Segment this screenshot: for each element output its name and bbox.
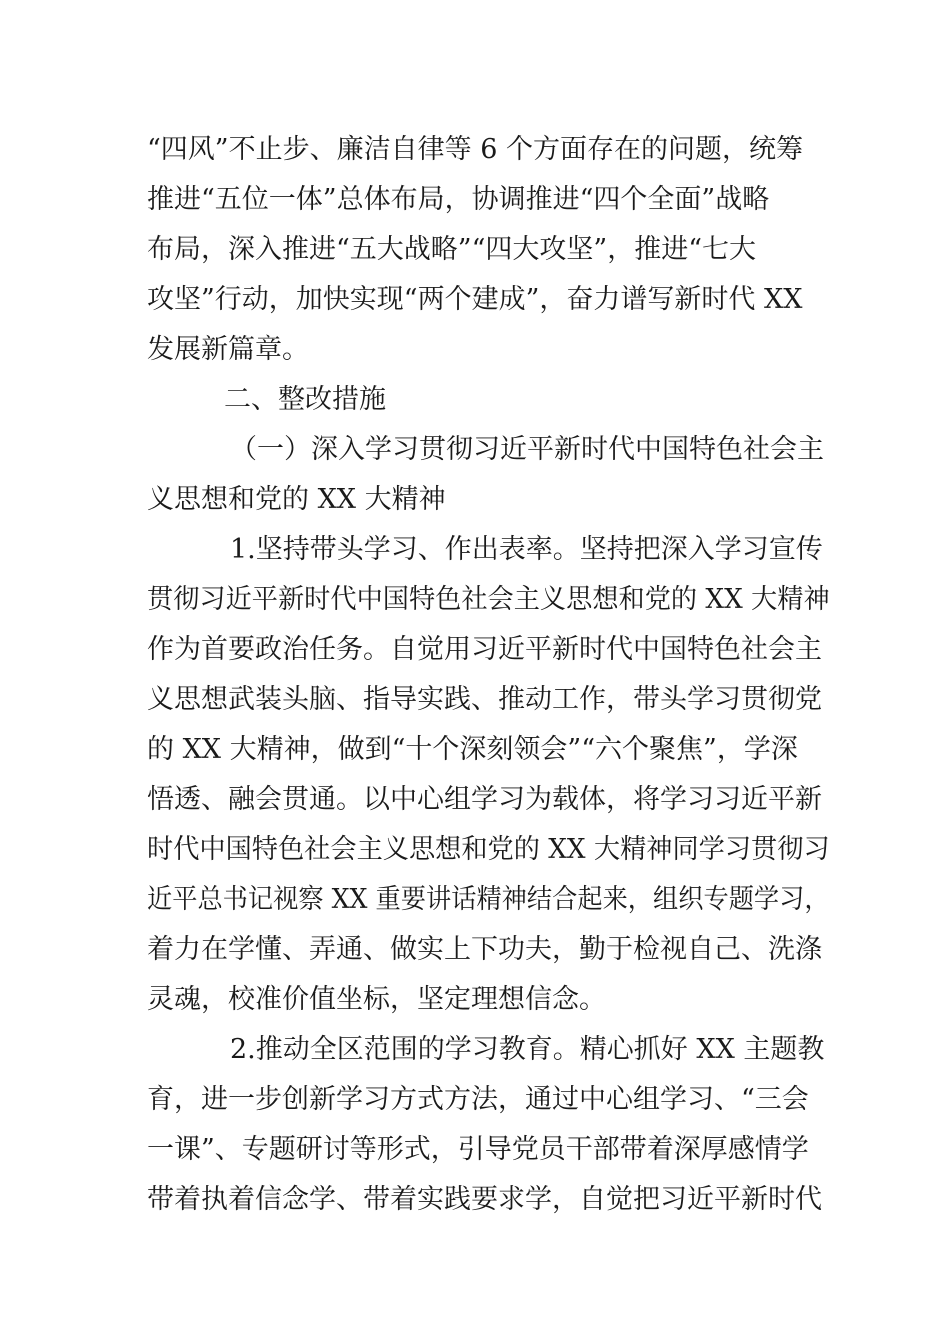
paragraph-line: “四风”不止步、廉洁自律等 6 个方面存在的问题，统筹 — [147, 134, 803, 165]
paragraph-line: 推进“五位一体”总体布局，协调推进“四个全面”战略 — [147, 184, 770, 215]
paragraph-line: 育，进一步创新学习方式方法，通过中心组学习、“三会 — [147, 1084, 809, 1115]
paragraph-line: 灵魂，校准价值坐标，坚定理想信念。 — [147, 984, 606, 1015]
subsection-heading-continued: 义思想和党的 XX 大精神 — [147, 484, 446, 515]
paragraph-line: 的 XX 大精神，做到“十个深刻领会”“六个聚焦”，学深 — [147, 734, 798, 765]
paragraph-line: 1.坚持带头学习、作出表率。坚持把深入学习宣传 — [230, 534, 823, 565]
paragraph-line: 着力在学懂、弄通、做实上下功夫，勤于检视自己、洗涤 — [147, 934, 822, 965]
subsection-heading: （一）深入学习贯彻习近平新时代中国特色社会主 — [230, 434, 824, 465]
paragraph-line: 时代中国特色社会主义思想和党的 XX 大精神同学习贯彻习 — [147, 834, 830, 865]
paragraph-line: 近平总书记视察 XX 重要讲话精神结合起来，组织专题学习， — [147, 884, 830, 915]
paragraph-line: 一课”、专题研讨等形式，引导党员干部带着深厚感情学 — [147, 1134, 809, 1165]
paragraph-line: 贯彻习近平新时代中国特色社会主义思想和党的 XX 大精神 — [147, 584, 830, 615]
paragraph-line: 带着执着信念学、带着实践要求学，自觉把习近平新时代 — [147, 1184, 822, 1215]
paragraph-line: 发展新篇章。 — [147, 334, 309, 365]
paragraph-line: 作为首要政治任务。自觉用习近平新时代中国特色社会主 — [147, 634, 822, 665]
paragraph-line: 2.推动全区范围的学习教育。精心抓好 XX 主题教 — [230, 1034, 825, 1065]
paragraph-line: 义思想武装头脑、指导实践、推动工作，带头学习贯彻党 — [147, 684, 822, 715]
paragraph-line: 攻坚”行动，加快实现“两个建成”，奋力谱写新时代 XX — [147, 284, 803, 315]
paragraph-line: 悟透、融会贯通。以中心组学习为载体，将学习习近平新 — [147, 784, 822, 815]
paragraph-line: 布局，深入推进“五大战略”“四大攻坚”，推进“七大 — [147, 234, 757, 265]
section-heading: 二、整改措施 — [224, 384, 386, 415]
